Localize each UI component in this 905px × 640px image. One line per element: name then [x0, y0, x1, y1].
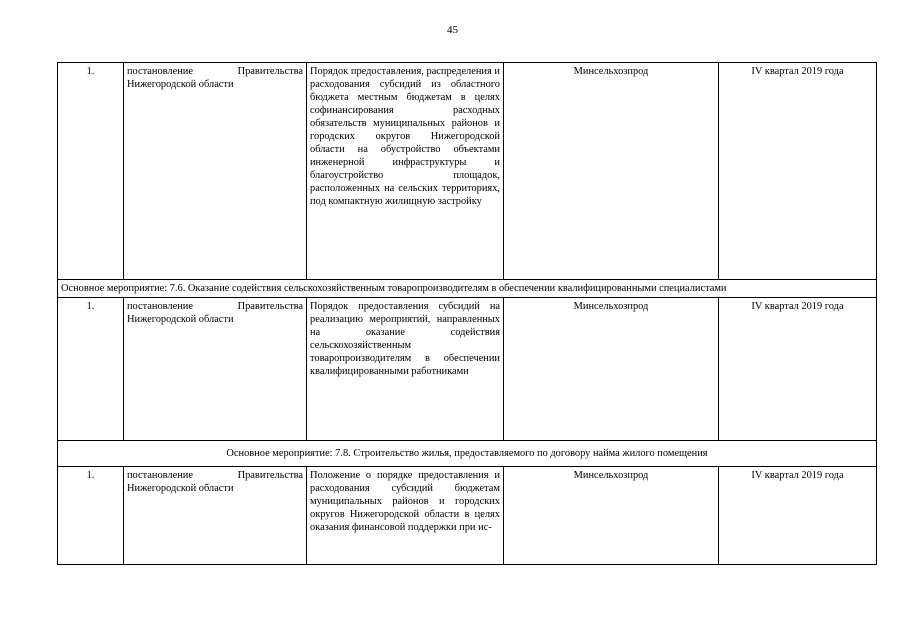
- table-row: [58, 63, 877, 280]
- document-type: постановление Правительства Нижегородской области: [124, 298, 307, 441]
- section-row: [58, 441, 877, 467]
- section-title: Основное мероприятие: 7.6. Оказание содействия сельскохозяйственным товаропроизводителям в обеспечении квалифицированными специалистами: [58, 280, 877, 298]
- row-number: 1.: [58, 63, 124, 280]
- executor: Минсельхозпрод: [504, 298, 719, 441]
- document-type: постановление Правительства Нижегородской области: [124, 63, 307, 280]
- document-description: Порядок предоставления, распределения и расходования субсидий из областного бюджета местным бюджетам в целях софинансирования расходных обязательств муниципальных районов и городских округов Нижегородской области на обустройство объектами инженерной инфраструктуры и благоустройство площадок, расположенных на сельских территориях, под компактную жилищную застройку: [307, 63, 504, 280]
- deadline: IV квартал 2019 года: [719, 467, 877, 565]
- executor: Минсельхозпрод: [504, 467, 719, 565]
- page-number: 45: [447, 24, 458, 36]
- executor: Минсельхозпрод: [504, 63, 719, 280]
- row-number: 1.: [58, 467, 124, 565]
- row-number: 1.: [58, 298, 124, 441]
- document-description: Порядок предоставления субсидий на реализацию мероприятий, направленных на оказание содействия сельскохозяйственным товаропроизводителям в обеспечении квалифицированными работниками: [307, 298, 504, 441]
- regulatory-acts-table: [57, 62, 877, 565]
- table-row: [58, 467, 877, 565]
- document-type: постановление Правительства Нижегородской области: [124, 467, 307, 565]
- table-row: [58, 298, 877, 441]
- document-description: Положение о порядке предоставления и расходования субсидий бюджетам муниципальных районов и городских округов Нижегородской области в целях оказания финансовой поддержки при ис-: [307, 467, 504, 565]
- section-title: Основное мероприятие: 7.8. Строительство жилья, предоставляемого по договору найма жилого помещения: [58, 441, 877, 467]
- deadline: IV квартал 2019 года: [719, 298, 877, 441]
- deadline: IV квартал 2019 года: [719, 63, 877, 280]
- section-row: [58, 280, 877, 298]
